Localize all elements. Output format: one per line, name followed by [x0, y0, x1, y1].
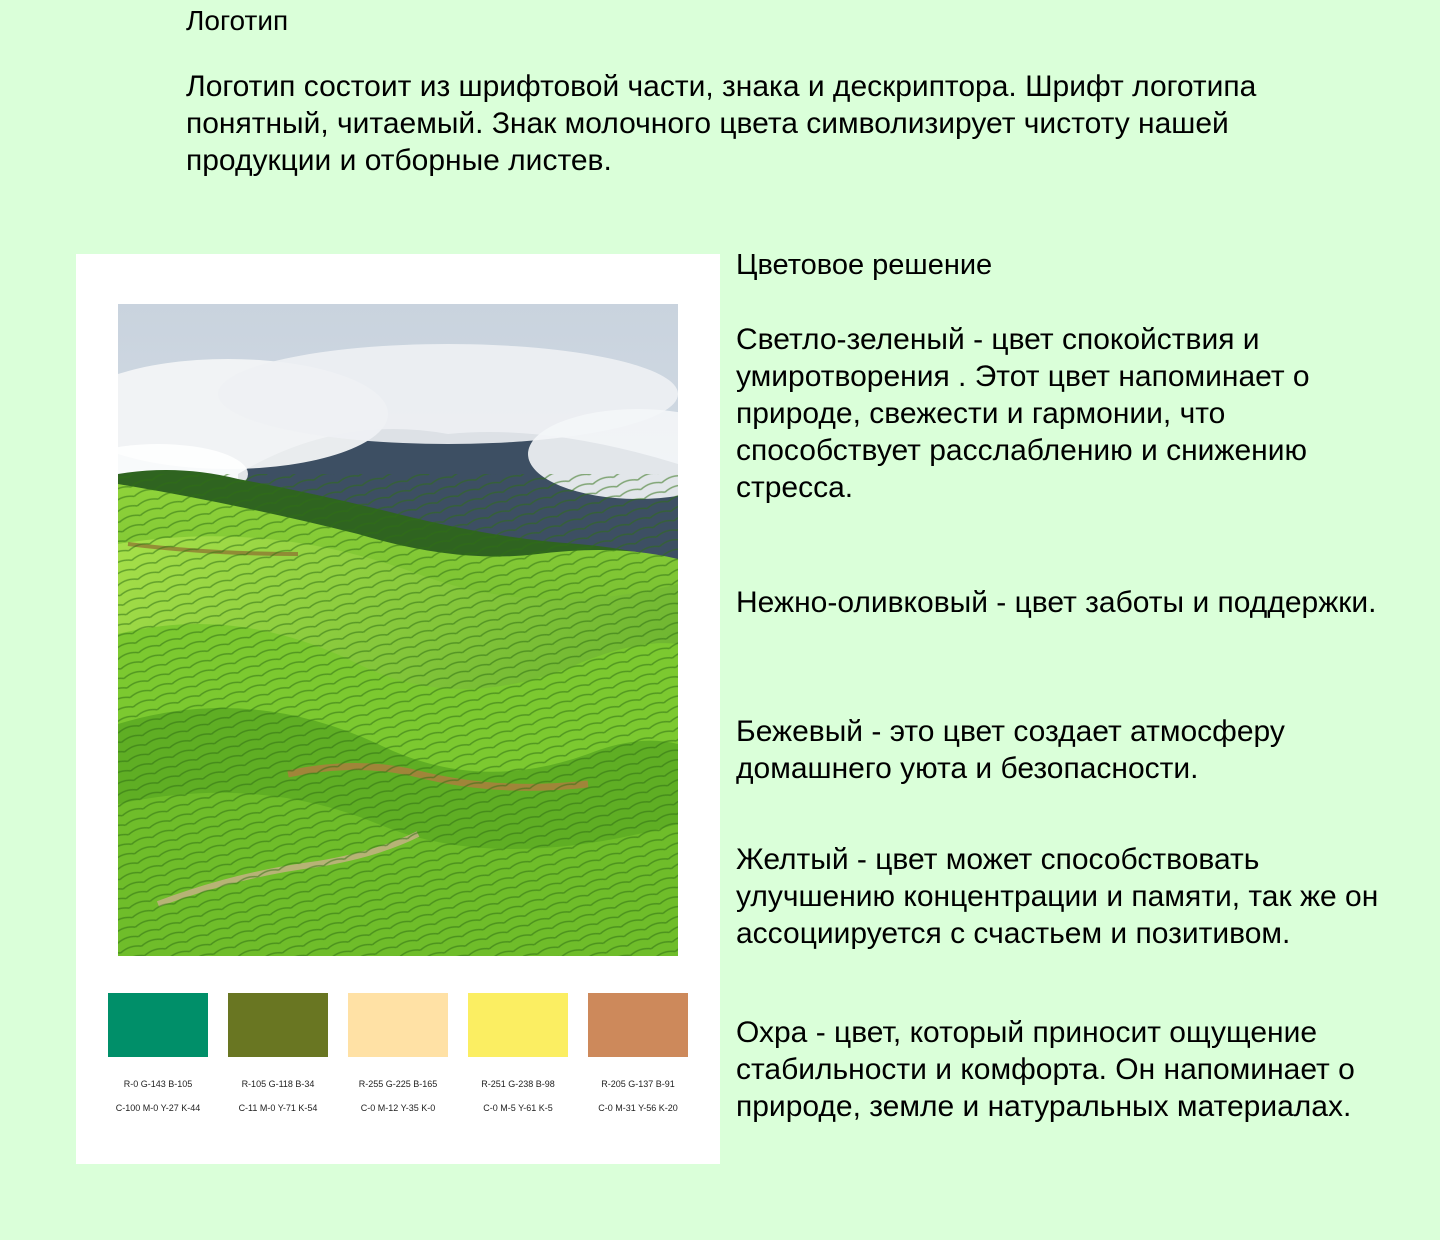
swatch-light-green [108, 993, 208, 1057]
swatch-cmyk-label: C-100 M-0 Y-27 K-44 [115, 1103, 201, 1113]
logo-description: Логотип состоит из шрифтовой части, знака и дескриптора. Шрифт логотипа понятный, читаемый. Знак молочного цвета символизирует чистоту нашей продукции и отборные листев. [186, 70, 1257, 177]
swatch-rgb-label: R-255 G-225 B-165 [358, 1079, 438, 1089]
swatch-cmyk-label: C-0 M-31 Y-56 K-20 [598, 1103, 678, 1113]
logo-section-title: Логотип [186, 5, 289, 36]
ochre-description: Охра - цвет, который приносит ощущение стабильности и комфорта. Он напоминает о природе, земле и натуральных материалах. [736, 1016, 1355, 1123]
tea-plantation-photo [118, 304, 678, 956]
color-section-title: Цветовое решение [736, 249, 993, 281]
swatch-rgb-label: R-205 G-137 B-91 [601, 1079, 675, 1089]
swatch-yellow [468, 993, 568, 1057]
swatch-rgb-label: R-251 G-238 B-98 [481, 1079, 555, 1089]
beige-description: Бежевый - это цвет создает атмосферу домашнего уюта и безопасности. [736, 715, 1285, 785]
swatch-rgb-label: R-105 G-118 B-34 [241, 1079, 315, 1089]
light-green-description: Светло-зеленый - цвет спокойствия и умиротворения . Этот цвет напоминает о природе, свежести и гармонии, что способствует расслаблению и снижению стресса. [736, 323, 1310, 504]
swatch-cmyk-label: C-0 M-5 Y-61 K-5 [483, 1103, 553, 1113]
swatch-cmyk-label: C-0 M-12 Y-35 K-0 [360, 1103, 436, 1113]
swatch-cmyk-label: C-11 M-0 Y-71 K-54 [238, 1103, 318, 1113]
yellow-description: Желтый - цвет может способствовать улучшению концентрации и памяти, так же он ассоциируется с счастьем и позитивом. [736, 843, 1379, 950]
color-palette-card [76, 254, 720, 1164]
swatch-beige [348, 993, 448, 1057]
swatch-olive [228, 993, 328, 1057]
swatch-ochre [588, 993, 688, 1057]
swatch-rgb-label: R-0 G-143 B-105 [123, 1079, 193, 1089]
olive-description: Нежно-оливковый - цвет заботы и поддержки. [736, 586, 1377, 619]
